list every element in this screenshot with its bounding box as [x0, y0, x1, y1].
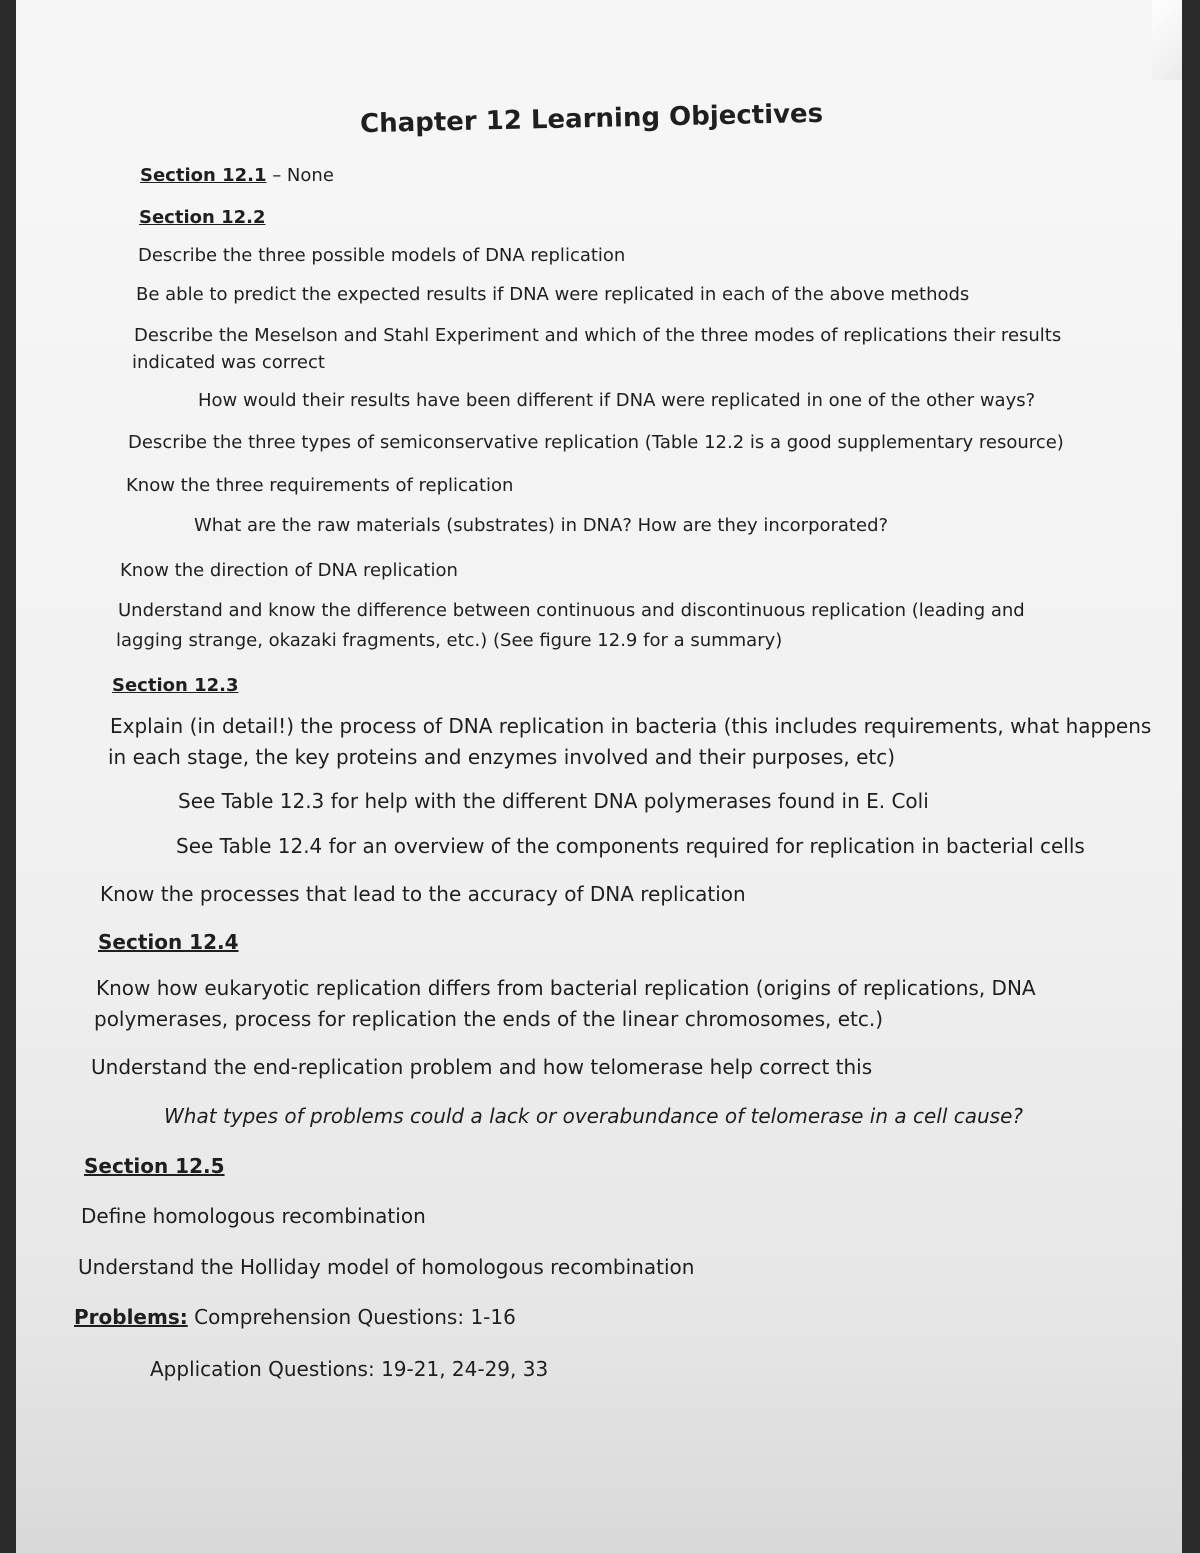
italic-question-line: What types of problems could a lack or overabundance of telomerase in a cell cause?: [164, 1104, 1024, 1128]
application-questions: Application Questions: 19-21, 24-29, 33: [150, 1357, 549, 1381]
page-fold: [1152, 0, 1182, 80]
problems-line: [74, 1302, 516, 1332]
section-12-2-heading: Section 12.2: [139, 207, 266, 228]
section-12-1: [140, 161, 334, 191]
objective-line: Be able to predict the expected results if DNA were replicated in each of the above methods: [136, 284, 970, 305]
sub-note-line: See Table 12.3 for help with the different DNA polymerases found in E. Coli: [178, 789, 929, 813]
objective-line: Explain (in detail!) the process of DNA replication in bacteria (this includes requirements, what happens: [110, 714, 1152, 738]
document-page: [16, 0, 1182, 1553]
objective-line: Know the three requirements of replication: [126, 475, 514, 496]
objective-line: in each stage, the key proteins and enzymes involved and their purposes, etc): [108, 745, 896, 769]
objective-line: Understand the Holliday model of homologous recombination: [78, 1255, 695, 1279]
sub-question-line: What are the raw materials (substrates) in DNA? How are they incorporated?: [194, 515, 889, 536]
objective-line: Understand and know the difference between continuous and discontinuous replication (leading and: [118, 600, 1025, 621]
objective-line: Understand the end-replication problem and how telomerase help correct this: [91, 1055, 873, 1079]
objective-line: lagging strange, okazaki fragments, etc.) (See figure 12.9 for a summary): [116, 630, 783, 651]
sub-note-line: See Table 12.4 for an overview of the components required for replication in bacterial cells: [176, 834, 1085, 858]
section-12-1-label: Section 12.1: [140, 165, 267, 186]
section-12-5-heading: Section 12.5: [84, 1154, 225, 1178]
comprehension-questions: Comprehension Questions: 1-16: [187, 1305, 516, 1329]
objective-line: Describe the Meselson and Stahl Experiment and which of the three modes of replications their results: [134, 325, 1062, 346]
objective-line: Know the direction of DNA replication: [120, 560, 458, 581]
objective-line: Know the processes that lead to the accuracy of DNA replication: [100, 882, 746, 906]
section-12-3-heading: Section 12.3: [112, 675, 239, 696]
objective-line: Describe the three types of semiconservative replication (Table 12.2 is a good supplementary resource): [128, 432, 1064, 453]
objective-line: Describe the three possible models of DNA replication: [138, 245, 626, 266]
page-title: Chapter 12 Learning Objectives: [359, 98, 824, 140]
objective-line: indicated was correct: [132, 352, 325, 373]
objective-line: Know how eukaryotic replication differs from bacterial replication (origins of replications, DNA: [96, 976, 1036, 1000]
problems-label: Problems:: [74, 1305, 188, 1329]
objective-line: polymerases, process for replication the ends of the linear chromosomes, etc.): [94, 1007, 884, 1031]
section-12-1-note: – None: [266, 165, 334, 186]
section-12-4-heading: Section 12.4: [98, 930, 239, 954]
objective-line: Define homologous recombination: [81, 1204, 426, 1228]
sub-question-line: How would their results have been different if DNA were replicated in one of the other ways?: [198, 390, 1036, 411]
